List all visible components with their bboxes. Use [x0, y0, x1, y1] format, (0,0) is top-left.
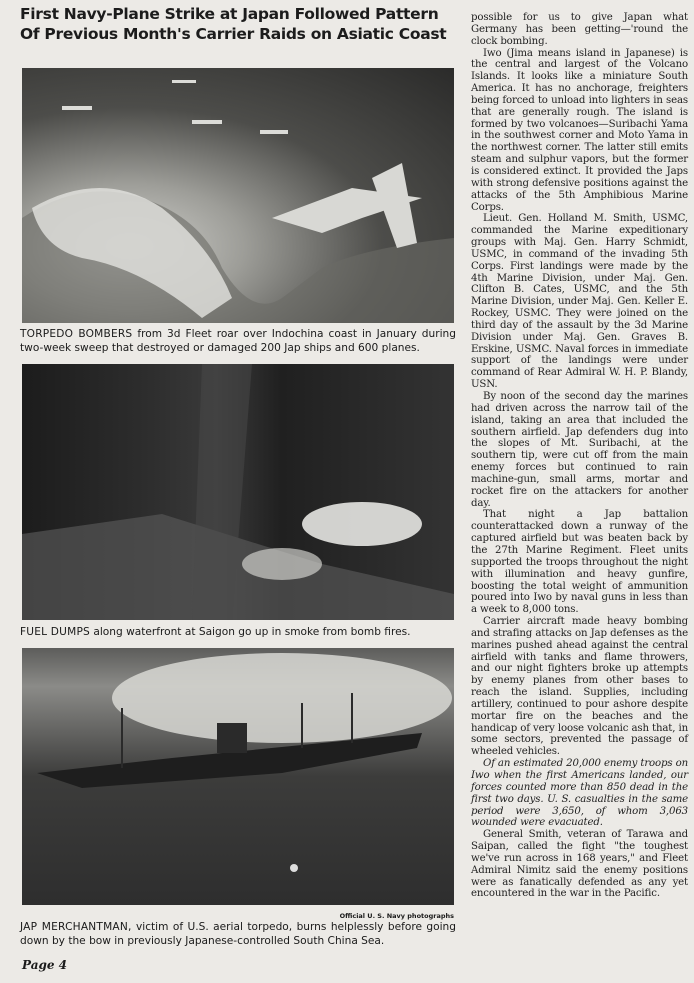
article-paragraph: Of an estimated 20,000 enemy troops on Iwo when the first Americans landed, our forces counted more than 850 dead in the first two days. U. S. casualties in the same period were 3,650, of whom 3,063 wounded were evacuated. [471, 758, 688, 829]
fuel-dumps-photo [22, 364, 454, 620]
merchantman-image [22, 648, 454, 905]
photo-credit: Official U. S. Navy photographs [339, 912, 454, 920]
article-paragraph: Carrier aircraft made heavy bombing and strafing attacks on Jap defenses as the marines pushed ahead against the central airfield with tanks and flame throwers, and our night fighters broke up attempts by enemy planes from other bases to reach the island. Supplies, including artillery, continued to pour ashore despite mortar fire on the beaches and the handicap of very loose volcanic ash that, in some sectors, prevented the passage of wheeled vehicles. [471, 616, 688, 758]
article-paragraph: That night a Jap battalion counterattacked down a runway of the captured airfield but was beaten back by the 27th Marine Regiment. Fleet units supported the troops throughout the night with illumination and heavy gunfire, boosting the total weight of ammunition poured into Iwo by naval guns in less than a week to 8,000 tons. [471, 509, 688, 616]
article-column [471, 12, 688, 900]
caption-lead: TORPEDO BOMBERS [20, 328, 133, 340]
fuel-dumps-image [22, 364, 454, 620]
caption-text: along waterfront at Saigon go up in smoke from bomb fires. [89, 626, 411, 638]
torpedo-bombers-photo [22, 68, 454, 323]
article-paragraph: Iwo (Jima means island in Japanese) is the central and largest of the Volcano Islands. It looks like a miniature South America. It has no anchorage, freighters being forced to unload into lighters in seas that are generally rough. The island is formed by two volcanoes—Suribachi Yama in the southwest corner and Moto Yama in the northwest corner. The latter still emits steam and sulphur vapors, but the former is considered extinct. It provided the Japs with strong defensive positions against the attacks of the 5th Amphibious Marine Corps. [471, 47, 688, 213]
merchantman-photo [22, 648, 454, 905]
caption-text: victim of U.S. aerial torpedo, burns helplessly before going down by the bow in previously Japanese-controlled South China Sea. [20, 921, 456, 947]
page-headline [20, 4, 460, 44]
headline-line-1: First Navy-Plane Strike at Japan Followed Pattern [20, 5, 439, 23]
caption-lead: JAP MERCHANTMAN, [20, 921, 132, 933]
caption-lead: FUEL DUMPS [20, 626, 90, 638]
caption-text: from 3d Fleet roar over Indochina coast in January during two-week sweep that destroyed or damaged 200 Jap ships and 600 planes. [20, 328, 456, 354]
article-paragraph: By noon of the second day the marines had driven across the narrow tail of the island, taking an area that included the southern airfield. Jap defenders dug into the slopes of Mt. Suribachi, at the southern tip, were cut off from the main enemy forces but continued to rain machine-gun, small arms, mortar and rocket fire on the attackers for another day. [471, 391, 688, 509]
merchantman-caption [20, 920, 456, 948]
page-number: Page 4 [22, 958, 68, 972]
article-paragraph: General Smith, veteran of Tarawa and Saipan, called the fight "the toughest we've run across in 168 years," and Fleet Admiral Nimitz said the enemy positions were as fanatically defended as any yet encountered in the war in the Pacific. [471, 829, 688, 900]
headline-line-2: Of Previous Month's Carrier Raids on Asiatic Coast [20, 25, 447, 43]
article-paragraph: possible for us to give Japan what Germany has been getting—'round the clock bombing. [471, 12, 688, 47]
fuel-dumps-caption [20, 625, 456, 639]
article-paragraph: Lieut. Gen. Holland M. Smith, USMC, commanded the Marine expeditionary groups with Maj. Gen. Harry Schmidt, USMC, in command of the invading 5th Corps. First landings were made by the 4th Marine Division, under Maj. Gen. Clifton B. Cates, USMC, and the 5th Marine Division, under Maj. Gen. Keller E. Rockey, USMC. They were joined on the third day of the assault by the 3d Marine Division under Maj. Gen. Graves B. Erskine, USMC. Naval forces in immediate support of the landings were under command of Rear Admiral W. H. P. Blandy, USN. [471, 213, 688, 391]
torpedo-bombers-caption [20, 327, 456, 355]
torpedo-bombers-image [22, 68, 454, 323]
